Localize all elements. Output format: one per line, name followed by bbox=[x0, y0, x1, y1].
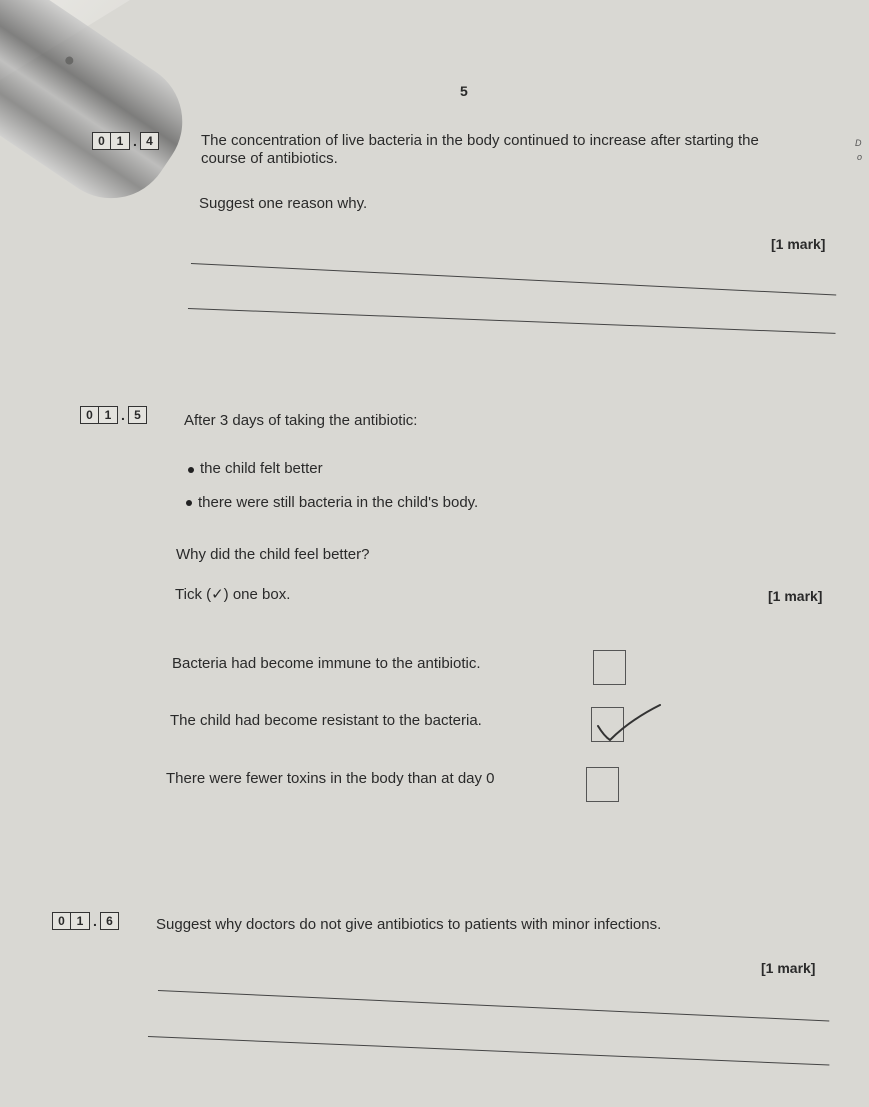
qnum-digit: 0 bbox=[92, 132, 111, 150]
qnum-digit: 4 bbox=[140, 132, 159, 150]
qnum-digit: 1 bbox=[111, 132, 130, 150]
qnum-digit: 1 bbox=[71, 912, 90, 930]
q015-bullet-2: there were still bacteria in the child's body. bbox=[198, 494, 479, 511]
question-number-01-4: 0 1 . 4 bbox=[92, 132, 159, 150]
q015-instruction: Tick (✓) one box. bbox=[175, 586, 291, 603]
q015-option-1-label: Bacteria had become immune to the antibiotic. bbox=[172, 655, 481, 672]
margin-note-2: o bbox=[857, 152, 863, 162]
q015-option-3-checkbox[interactable] bbox=[586, 767, 619, 802]
q014-stem-line1: The concentration of live bacteria in the body continued to increase after starting the bbox=[201, 132, 759, 149]
q016-stem: Suggest why doctors do not give antibiotics to patients with minor infections. bbox=[156, 916, 662, 933]
qnum-digit: 1 bbox=[99, 406, 118, 424]
bullet bbox=[186, 500, 192, 506]
q014-instruction: Suggest one reason why. bbox=[199, 195, 368, 212]
q015-marks: [1 mark] bbox=[768, 588, 823, 604]
margin-note-1: D bbox=[855, 138, 862, 148]
qnum-digit: 0 bbox=[52, 912, 71, 930]
q014-answer-line-1[interactable] bbox=[191, 263, 836, 296]
q016-answer-line-2[interactable] bbox=[148, 1036, 829, 1066]
question-number-01-5: 0 1 . 5 bbox=[80, 406, 147, 424]
q015-question: Why did the child feel better? bbox=[176, 546, 370, 563]
question-number-01-6: 0 1 . 6 bbox=[52, 912, 119, 930]
q015-stem: After 3 days of taking the antibiotic: bbox=[184, 412, 418, 429]
q015-option-2-label: The child had become resistant to the bacteria. bbox=[170, 712, 482, 729]
q015-option-3-label: There were fewer toxins in the body than at day 0 bbox=[166, 770, 495, 787]
q014-stem-line2: course of antibiotics. bbox=[201, 150, 338, 167]
q015-bullet-1: the child felt better bbox=[200, 460, 323, 477]
q016-answer-line-1[interactable] bbox=[158, 990, 829, 1021]
qnum-digit: 5 bbox=[128, 406, 147, 424]
bullet bbox=[188, 467, 194, 473]
handwritten-check-mark-icon bbox=[594, 700, 664, 745]
q014-marks: [1 mark] bbox=[771, 236, 826, 252]
q014-answer-line-2[interactable] bbox=[188, 308, 836, 334]
q015-option-1-checkbox[interactable] bbox=[593, 650, 626, 685]
q016-marks: [1 mark] bbox=[761, 960, 816, 976]
qnum-digit: 0 bbox=[80, 406, 99, 424]
pencil-shadow bbox=[0, 0, 206, 221]
qnum-digit: 6 bbox=[100, 912, 119, 930]
page-number: 5 bbox=[460, 83, 468, 99]
